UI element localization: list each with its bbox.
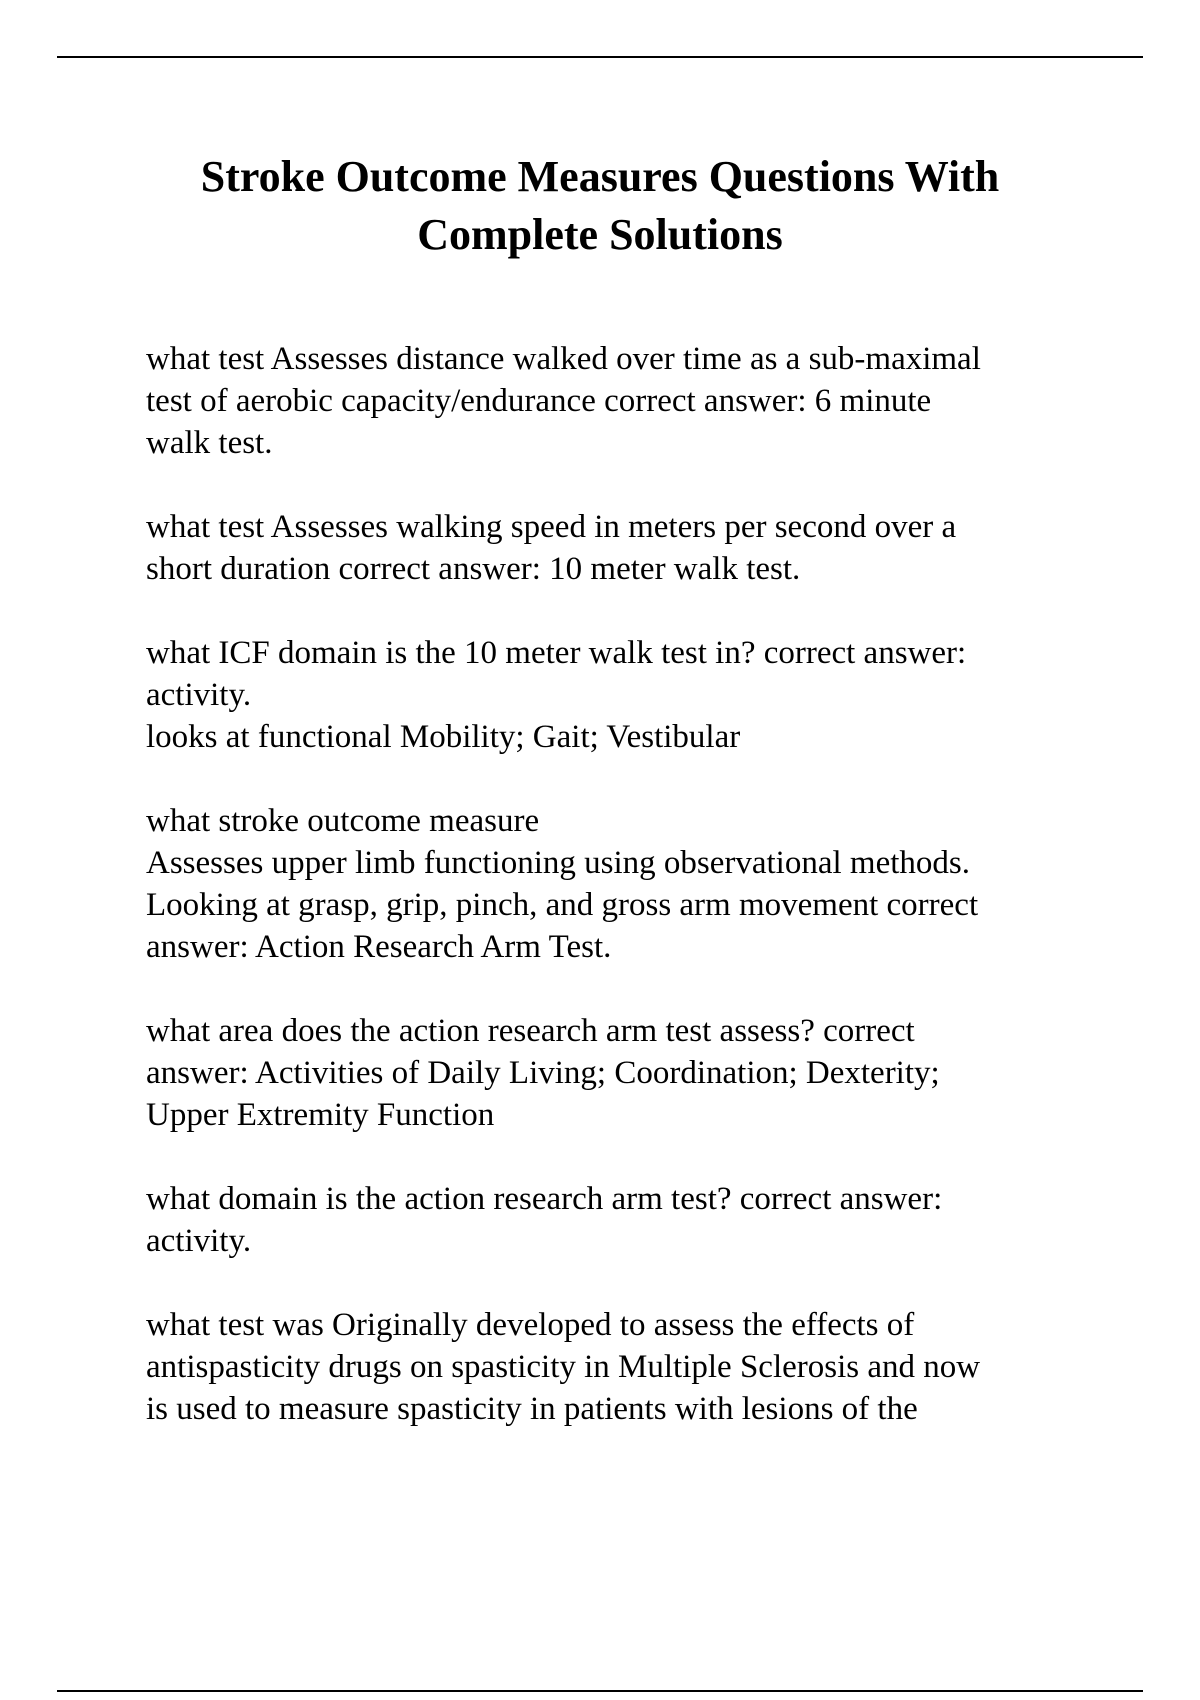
qa-text-line: what test Assesses walking speed in meters per second over a: [146, 509, 957, 545]
document-title-line: Stroke Outcome Measures Questions With: [200, 152, 1000, 201]
qa-entry: [146, 632, 1086, 758]
qa-text-line: what domain is the action research arm test? correct answer:: [146, 1181, 943, 1217]
qa-text-line: answer: Action Research Arm Test.: [146, 929, 612, 965]
qa-text-line: Upper Extremity Function: [146, 1097, 495, 1133]
qa-text-line: what area does the action research arm test assess? correct: [146, 1013, 915, 1049]
qa-text-line: what ICF domain is the 10 meter walk test in? correct answer:: [146, 635, 967, 671]
qa-text-line: what stroke outcome measure: [146, 803, 540, 839]
qa-text-line: what test was Originally developed to assess the effects of: [146, 1307, 915, 1343]
qa-text-line: looks at functional Mobility; Gait; Vestibular: [146, 719, 741, 755]
qa-entry: [146, 1178, 1086, 1262]
qa-list: [146, 338, 1086, 1472]
qa-entry: [146, 506, 1086, 590]
document-title: [100, 148, 1100, 264]
bottom-rule: [57, 1690, 1143, 1692]
qa-text-line: short duration correct answer: 10 meter walk test.: [146, 551, 801, 587]
qa-entry: [146, 800, 1086, 968]
qa-text-line: Assesses upper limb functioning using observational methods.: [146, 845, 970, 881]
qa-text-line: activity.: [146, 677, 252, 713]
document-title-line: Complete Solutions: [417, 210, 783, 259]
qa-entry: [146, 1304, 1086, 1430]
qa-text-line: what test Assesses distance walked over time as a sub-maximal: [146, 341, 981, 377]
qa-text-line: is used to measure spasticity in patients with lesions of the: [146, 1391, 918, 1427]
top-rule: [57, 56, 1143, 58]
qa-text-line: walk test.: [146, 425, 273, 461]
qa-entry: [146, 338, 1086, 464]
qa-entry: [146, 1010, 1086, 1136]
qa-text-line: Looking at grasp, grip, pinch, and gross arm movement correct: [146, 887, 979, 923]
qa-text-line: antispasticity drugs on spasticity in Multiple Sclerosis and now: [146, 1349, 981, 1385]
qa-text-line: activity.: [146, 1223, 252, 1259]
qa-text-line: test of aerobic capacity/endurance correct answer: 6 minute: [146, 383, 932, 419]
qa-text-line: answer: Activities of Daily Living; Coordination; Dexterity;: [146, 1055, 940, 1091]
